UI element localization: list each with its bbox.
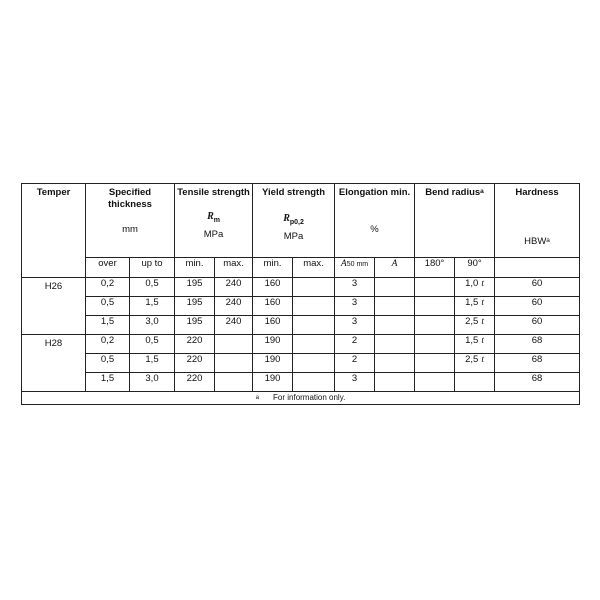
cell-b90 [455,373,495,392]
subheader-a50: A50 mm [335,258,375,278]
subheader-up-to: up to [130,258,175,278]
cell-upto: 0,5 [130,278,175,297]
subheader-yield-min: min. [253,258,293,278]
footnote-row [22,392,580,405]
cell-ymin: 190 [253,373,293,392]
subheader-a: A [375,258,415,278]
cell-a50: 3 [335,373,375,392]
cell-ymax [293,278,335,297]
subheader-180: 180° [415,258,455,278]
cell-upto: 1,5 [130,297,175,316]
cell-tmin: 195 [175,278,215,297]
cell-b180 [415,373,455,392]
cell-a [375,354,415,373]
cell-upto: 3,0 [130,316,175,335]
footnote [22,392,580,405]
tensile-unit: MPa [203,229,224,240]
tensile-header: Tensile strength $R_m$ MPa [175,184,253,258]
cell-tmax [215,335,253,354]
footnote-text: For information only. [273,393,346,402]
cell-hardness: 68 [495,335,580,354]
subheader-hardness-blank [495,258,580,278]
temper-header: Temper [22,184,86,278]
subheader-row [22,258,580,278]
elongation-unit: % [370,224,379,235]
hardness-header: Hardness HBW$^a$ [495,184,580,258]
cell-ymax [293,316,335,335]
cell-over: 1,5 [86,373,130,392]
cell-over: 0,2 [86,278,130,297]
subheader-tensile-min: min. [175,258,215,278]
cell-b180 [415,316,455,335]
cell-tmin: 220 [175,335,215,354]
cell-a50: 2 [335,354,375,373]
cell-b90: 2,5 t [455,316,495,335]
cell-hardness: 60 [495,278,580,297]
bend-radius-header: Bend radius$^a$ [415,184,495,258]
cell-hardness: 68 [495,373,580,392]
cell-tmin: 195 [175,297,215,316]
subheader-90: 90° [455,258,495,278]
cell-tmax: 240 [215,278,253,297]
properties-table [21,183,580,405]
cell-upto: 3,0 [130,373,175,392]
cell-a50: 2 [335,335,375,354]
header-row [22,184,580,258]
cell-ymax [293,354,335,373]
cell-over: 0,5 [86,354,130,373]
cell-over: 0,5 [86,297,130,316]
cell-over: 1,5 [86,316,130,335]
temper-cell: H26 [22,278,86,335]
cell-tmin: 220 [175,373,215,392]
cell-upto: 1,5 [130,354,175,373]
yield-symbol: $R_{p0,2}$ [283,213,304,226]
hardness-unit: HBW$^a$ [524,236,550,247]
tensile-symbol: $R_m$ [207,211,220,224]
cell-ymin: 160 [253,278,293,297]
cell-b180 [415,297,455,316]
cell-ymin: 160 [253,297,293,316]
cell-a50: 3 [335,297,375,316]
cell-over: 0,2 [86,335,130,354]
cell-a50: 3 [335,316,375,335]
table-row [22,373,580,392]
table-row [22,297,580,316]
cell-b180 [415,278,455,297]
thickness-unit: mm [122,224,138,235]
cell-a [375,316,415,335]
cell-tmax [215,354,253,373]
cell-a50: 3 [335,278,375,297]
yield-header: Yield strength $R_{p0,2}$ MPa [253,184,335,258]
cell-hardness: 60 [495,316,580,335]
cell-b90: 2,5 t [455,354,495,373]
cell-b90: 1,5 t [455,335,495,354]
temper-cell: H28 [22,335,86,392]
table-row [22,278,580,297]
cell-ymax [293,373,335,392]
cell-ymin: 160 [253,316,293,335]
cell-a [375,373,415,392]
footnote-mark: a [255,395,260,401]
table-body [22,278,580,392]
cell-tmax: 240 [215,297,253,316]
table-row [22,316,580,335]
cell-upto: 0,5 [130,335,175,354]
thickness-header: Specified thickness mm [86,184,175,258]
cell-a [375,297,415,316]
subheader-over: over [86,258,130,278]
cell-a [375,278,415,297]
cell-tmin: 195 [175,316,215,335]
subheader-tensile-max: max. [215,258,253,278]
table-row [22,335,580,354]
cell-b90: 1,0 t [455,278,495,297]
cell-b180 [415,335,455,354]
yield-unit: MPa [283,231,304,242]
cell-tmax: 240 [215,316,253,335]
table-row [22,354,580,373]
cell-b90: 1,5 t [455,297,495,316]
cell-hardness: 68 [495,354,580,373]
cell-a [375,335,415,354]
subheader-yield-max: max. [293,258,335,278]
cell-b180 [415,354,455,373]
cell-hardness: 60 [495,297,580,316]
cell-ymin: 190 [253,354,293,373]
cell-tmin: 220 [175,354,215,373]
elongation-header: Elongation min. % [335,184,415,258]
cell-ymax [293,335,335,354]
cell-ymin: 190 [253,335,293,354]
cell-tmax [215,373,253,392]
cell-ymax [293,297,335,316]
